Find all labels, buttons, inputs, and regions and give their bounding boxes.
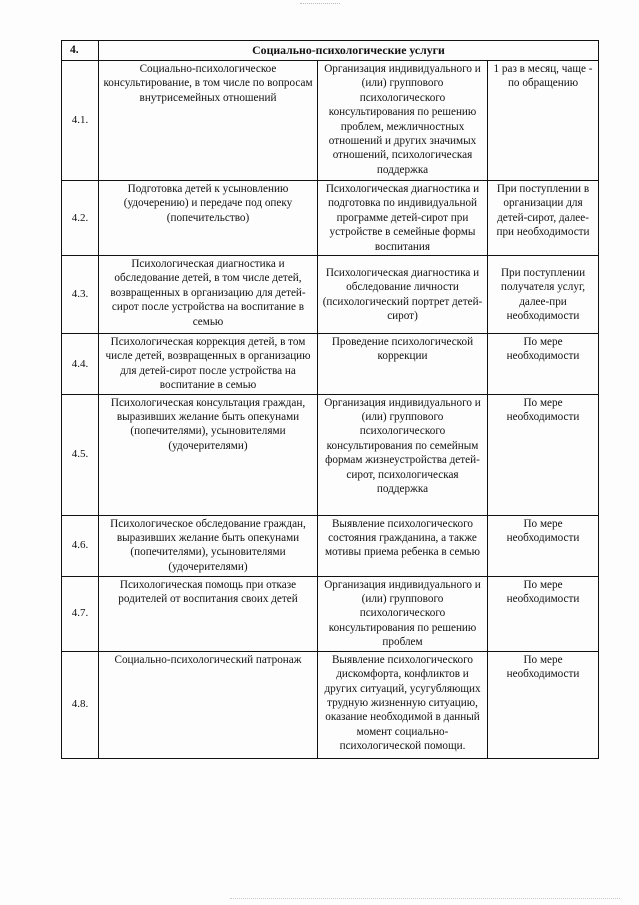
service-name: Подготовка детей к усыновлению (удочерению) и передаче под опеку (попечительство) [99, 181, 318, 256]
row-number: 4.3. [62, 256, 99, 334]
service-content: Выявление психологического дискомфорта, конфликтов и других ситуаций, усугубляющих трудную жизненную ситуацию, оказание необходимой в данный момент социально-психологической помощи. [318, 651, 488, 758]
table-row [62, 651, 599, 758]
service-frequency: При поступлении в организации для детей-сирот, далее-при необходимости [488, 181, 599, 256]
service-frequency: По мере необходимости [488, 394, 599, 515]
service-frequency: По мере необходимости [488, 576, 599, 651]
table-row [62, 256, 599, 334]
row-number: 4.2. [62, 181, 99, 256]
service-frequency: 1 раз в месяц, чаще - по обращению [488, 61, 599, 181]
service-name: Психологическая консультация граждан, выразивших желание быть опекунами (попечителями), усыновителями (удочерителями) [99, 394, 318, 515]
row-number: 4.6. [62, 515, 99, 576]
service-content: Психологическая диагностика и обследование личности (психологический портрет детей-сирот) [318, 256, 488, 334]
service-frequency: По мере необходимости [488, 515, 599, 576]
section-header-row [62, 41, 599, 61]
service-frequency: По мере необходимости [488, 651, 599, 758]
services-table [61, 40, 599, 759]
service-name: Психологическая диагностика и обследование детей, в том числе детей, возвращенных в организацию для детей-сирот после устройства на воспитание в семью [99, 256, 318, 334]
service-content: Выявление психологического состояния гражданина, а также мотивы приема ребенка в семью [318, 515, 488, 576]
section-number: 4. [62, 41, 99, 61]
row-number: 4.1. [62, 61, 99, 181]
service-name: Психологическое обследование граждан, выразивших желание быть опекунами (попечителями), усыновителями (удочерителями) [99, 515, 318, 576]
service-content: Организация индивидуального и (или) группового психологического консультирования по решению проблем [318, 576, 488, 651]
service-name: Социально-психологический патронаж [99, 651, 318, 758]
service-name: Социально-психологическое консультирование, в том числе по вопросам внутрисемейных отношений [99, 61, 318, 181]
service-name: Психологическая коррекция детей, в том числе детей, возвращенных в организацию для детей-сирот после устройства на воспитание в семью [99, 334, 318, 395]
service-name: Психологическая помощь при отказе родителей от воспитания своих детей [99, 576, 318, 651]
table-row [62, 61, 599, 181]
service-frequency: По мере необходимости [488, 334, 599, 395]
row-number: 4.8. [62, 651, 99, 758]
scan-mark-bottom [230, 898, 620, 900]
service-frequency: При поступлении получателя услуг, далее-при необходимости [488, 256, 599, 334]
row-number: 4.7. [62, 576, 99, 651]
scan-mark-top [300, 3, 340, 6]
table-row [62, 181, 599, 256]
service-content: Организация индивидуального и (или) группового психологического консультирования по решению проблем, межличностных отношений и других значимых отношений, психологическая поддержка [318, 61, 488, 181]
table-row [62, 515, 599, 576]
table-row [62, 576, 599, 651]
table-row [62, 394, 599, 515]
service-content: Организация индивидуального и (или) группового психологического консультирования по семейным формам жизнеустройства детей-сирот, психологическая поддержка [318, 394, 488, 515]
row-number: 4.5. [62, 394, 99, 515]
service-content: Психологическая диагностика и подготовка по индивидуальной программе детей-сирот при устройстве в семейные формы воспитания [318, 181, 488, 256]
table-row [62, 334, 599, 395]
row-number: 4.4. [62, 334, 99, 395]
section-title: Социально-психологические услуги [99, 41, 599, 61]
service-content: Проведение психологической коррекции [318, 334, 488, 395]
